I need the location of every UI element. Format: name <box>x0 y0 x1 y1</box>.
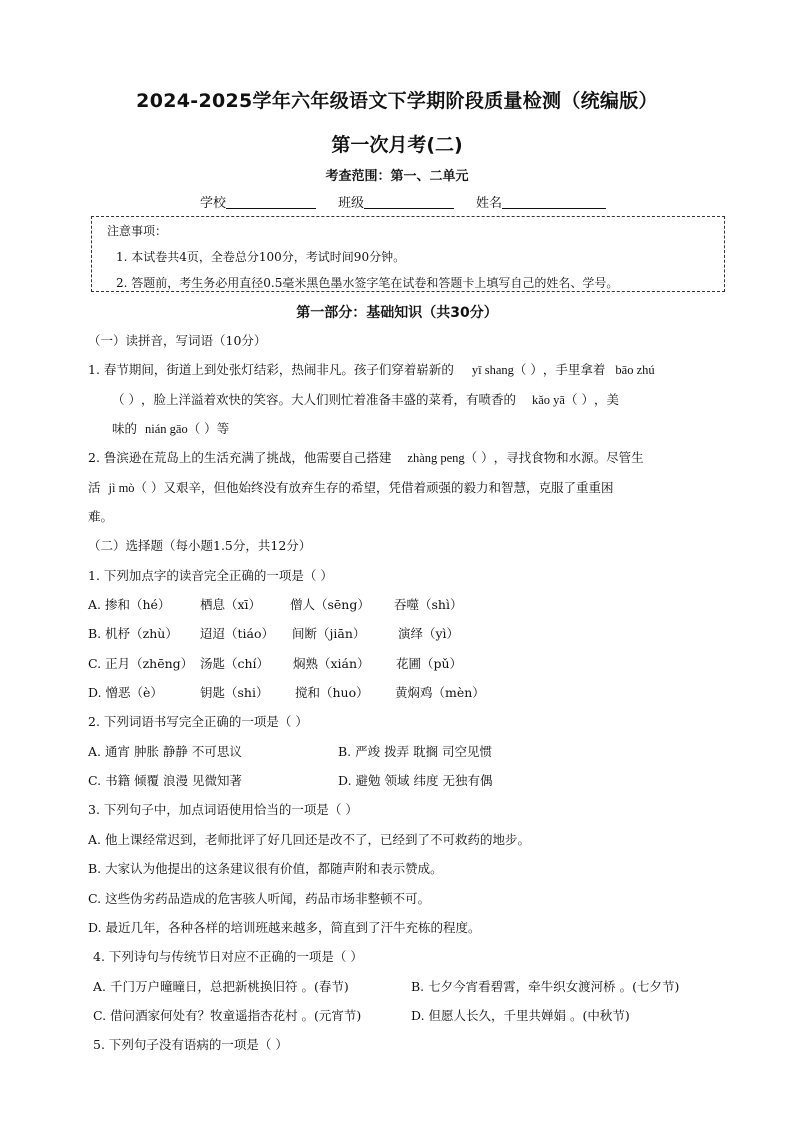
option-item[interactable]: C. 借问酒家何处有？牧童遥指杏花村 。(元宵节) <box>93 1008 362 1023</box>
question-text: 1. 春节期间，街道上到处张灯结彩，热闹非凡。孩子们穿着崭新的 <box>88 362 454 377</box>
question-text: 又艰辛，但他始终没有放弃生存的希望，凭借着顽强的毅力和智慧，克服了重重困 <box>163 480 614 495</box>
answer-blank[interactable]: （ ） <box>464 450 494 465</box>
pinyin-prompt: zhàng peng <box>407 451 465 465</box>
question-stem: 2. 下列词语书写完全正确的一项是（ ） <box>88 714 308 729</box>
question-line <box>112 421 229 437</box>
answer-blank[interactable]: （ ） <box>513 362 543 377</box>
option-item: 搅和（huo） <box>295 685 369 700</box>
option-row <box>88 685 485 701</box>
name-label: 姓名 <box>476 196 503 211</box>
option-item: 黄焖鸡（mèn） <box>395 685 485 700</box>
option-item: 栖息（xī） <box>200 597 262 612</box>
option-item[interactable]: C. 正月（zhēng） <box>88 656 194 671</box>
question-text: ，美 <box>593 392 619 407</box>
student-info-fields <box>200 192 606 211</box>
option-row <box>93 979 679 995</box>
option-item: 花圃（pǔ） <box>396 656 463 671</box>
option-item: 僧人（sēng） <box>290 597 370 612</box>
class-label: 班级 <box>338 196 365 211</box>
option-row <box>88 744 492 760</box>
part-title: 第一部分：基础知识（共30分） <box>296 305 498 321</box>
exam-scope: 考查范围：第一、二单元 <box>325 169 469 184</box>
exam-subtitle: 第一次月考(二) <box>331 134 463 156</box>
notice-item: 2. 答题前，考生务必用直径0.5毫米黑色墨水签字笔在试卷和答题卡上填写自己的姓名、学号。 <box>116 276 619 290</box>
option-item[interactable]: D. 但愿人长久，千里共婵娟 。(中秋节) <box>411 1008 630 1023</box>
question-line <box>88 362 655 378</box>
option-item: 吞噬（shì） <box>394 597 463 612</box>
question-text: 活 <box>88 480 101 495</box>
option-item[interactable]: A. 通宵 肿胀 静静 不可思议 <box>88 744 242 759</box>
option-item[interactable]: A. 他上课经常迟到，老师批评了好几回还是改不了，已经到了不可救药的地步。 <box>88 832 530 847</box>
question-text: ，脸上洋溢着欢快的笑容。大人们则忙着准备丰盛的菜肴，有喷香的 <box>140 392 516 407</box>
question-stem: 1. 下列加点字的读音完全正确的一项是（ ） <box>88 568 333 583</box>
option-item: 汤匙（chí） <box>200 656 270 671</box>
option-item[interactable]: A. 千门万户曈曈日，总把新桃换旧符 。(春节) <box>93 979 349 994</box>
question-stem: 3. 下列句子中，加点词语使用恰当的一项是（ ） <box>88 802 358 817</box>
option-item[interactable]: B. 机杼（zhù） <box>88 626 178 641</box>
pinyin-prompt: bāo zhú <box>615 363 655 377</box>
question-text: 味的 <box>112 421 138 436</box>
notice-item: 1. 本试卷共4页，全卷总分100分，考试时间90分钟。 <box>116 250 406 264</box>
option-row <box>88 773 492 789</box>
option-item[interactable]: B. 严竣 拨弄 耽搁 司空见惯 <box>338 744 493 759</box>
notice-heading: 注意事项： <box>107 224 168 238</box>
pinyin-prompt: yī shang <box>471 363 514 377</box>
option-item: 演绎（yì） <box>398 626 460 641</box>
option-item: 焖熟（xián） <box>293 656 370 671</box>
option-row <box>93 1008 630 1024</box>
pinyin-prompt: jì mò <box>108 481 135 495</box>
question-text: ，手里拿着 <box>542 362 606 377</box>
option-item: 钥匙（shi） <box>200 685 269 700</box>
option-item: 间断（jiān） <box>292 626 366 641</box>
option-row <box>88 626 459 642</box>
option-item[interactable]: D. 避勉 领域 纬度 无独有偶 <box>338 773 493 788</box>
section-heading: （二）选择题（每小题1.5分，共12分） <box>88 538 312 553</box>
option-item[interactable]: A. 掺和（hé） <box>88 597 171 612</box>
question-line <box>88 480 614 496</box>
section-heading: （一）读拼音，写词语（10分） <box>88 333 267 348</box>
answer-blank[interactable]: （ ） <box>564 392 594 407</box>
pinyin-prompt: kǎo yā <box>531 393 565 407</box>
option-row <box>88 597 462 613</box>
answer-blank[interactable]: （ ） <box>187 421 217 436</box>
notice-box <box>91 216 725 292</box>
question-line <box>112 392 619 408</box>
question-text: 2. 鲁滨逊在荒岛上的生活充满了挑战，他需要自己搭建 <box>88 450 392 465</box>
option-row <box>88 656 462 672</box>
name-blank[interactable] <box>502 194 606 209</box>
class-blank[interactable] <box>364 194 454 209</box>
option-item[interactable]: C. 这些伪劣药品造成的危害骇人听闻，药品市场非整顿不可。 <box>88 891 431 906</box>
question-text: 等 <box>216 421 230 436</box>
option-item[interactable]: D. 憎恶（è） <box>88 685 163 700</box>
pinyin-prompt: nián gāo <box>145 422 188 436</box>
question-line: 难。 <box>88 509 114 524</box>
question-line <box>88 450 644 466</box>
option-item[interactable]: B. 七夕今宵看碧霄，牵牛织女渡河桥 。(七夕节) <box>411 979 680 994</box>
option-item[interactable]: C. 书籍 倾覆 浪漫 见微知著 <box>88 773 242 788</box>
question-stem: 5. 下列句子没有语病的一项是（ ） <box>93 1037 288 1052</box>
answer-blank[interactable]: （ ） <box>112 392 141 407</box>
school-label: 学校 <box>200 196 227 211</box>
school-blank[interactable] <box>226 194 316 209</box>
question-stem: 4. 下列诗句与传统节日对应不正确的一项是（ ） <box>93 949 363 964</box>
exam-title: 2024-2025学年六年级语文下学期阶段质量检测（统编版） <box>136 90 658 112</box>
question-text: ，寻找食物和水源。尽管生 <box>493 450 644 465</box>
option-item[interactable]: B. 大家认为他提出的这条建议很有价值，都随声附和表示赞成。 <box>88 861 443 876</box>
answer-blank[interactable]: （ ） <box>134 480 164 495</box>
option-item[interactable]: D. 最近几年，各种各样的培训班越来越多，简直到了汗牛充栋的程度。 <box>88 920 481 935</box>
option-item: 迢迢（tiáo） <box>200 626 274 641</box>
